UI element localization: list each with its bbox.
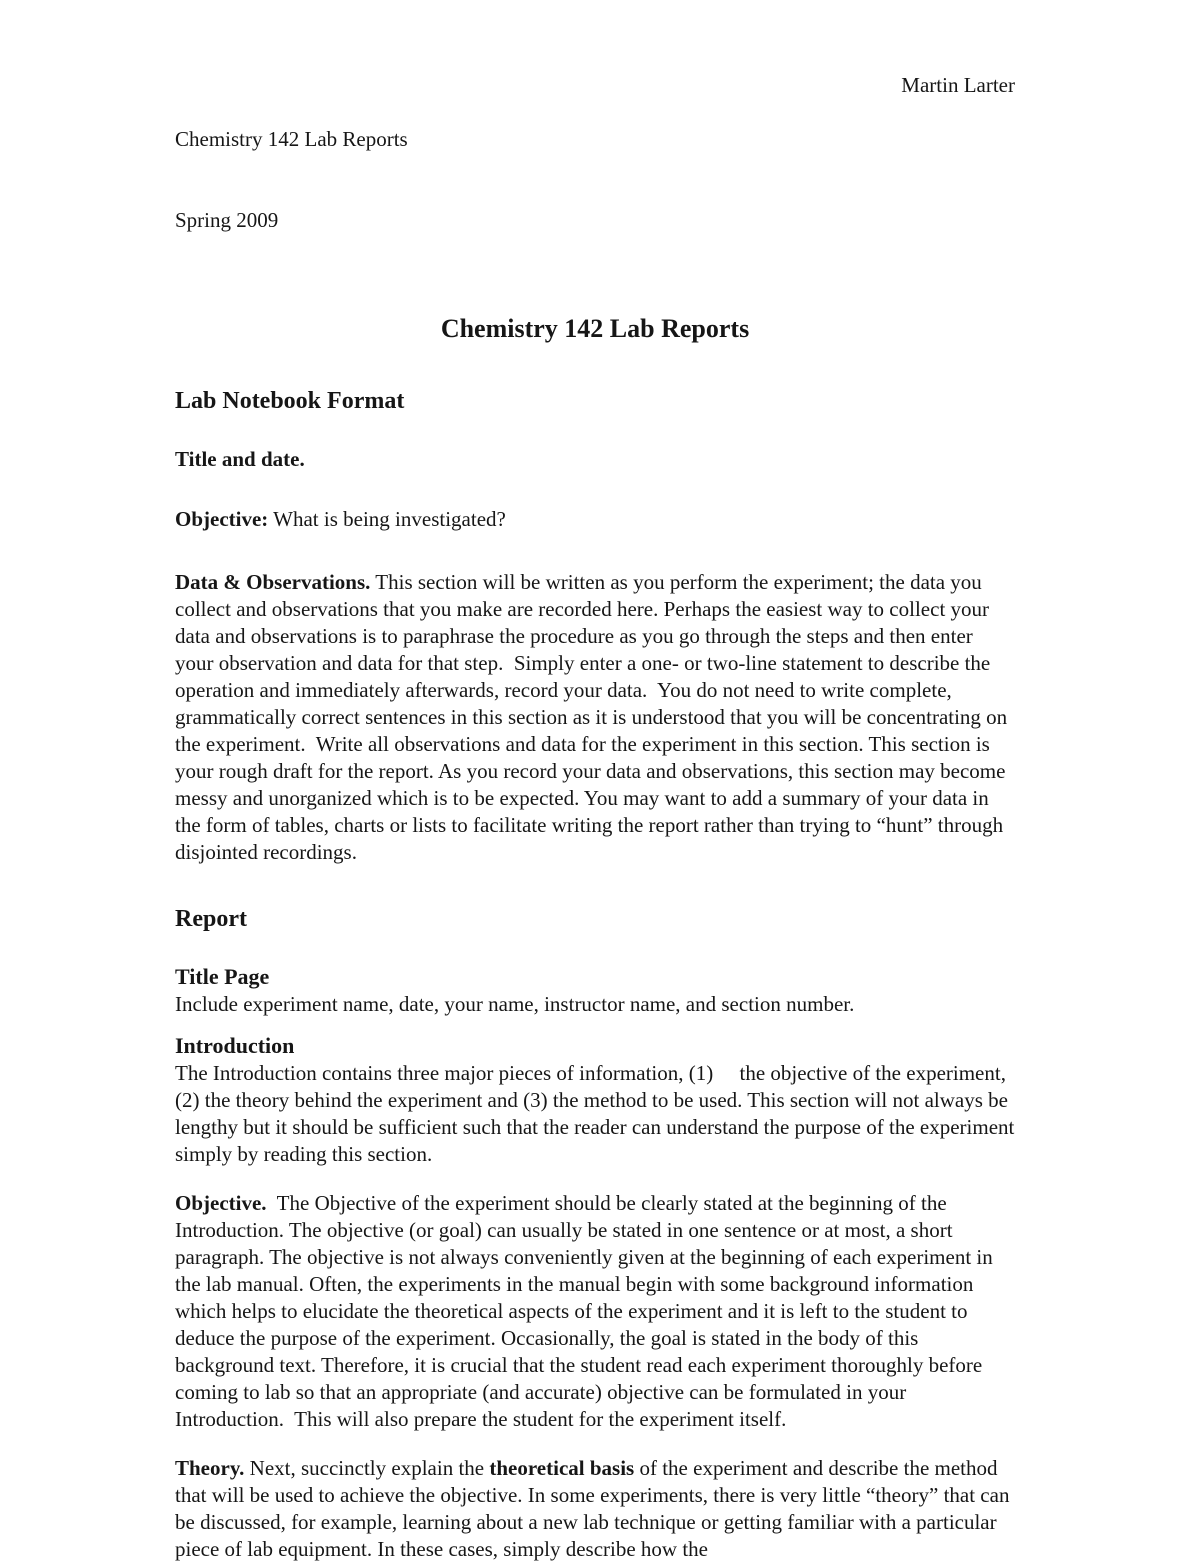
header-course: Chemistry 142 Lab Reports [175,127,408,151]
theory-text-after: of the experiment and describe the method that will be used to achieve the objective. In some experiments, there is very little “theory” that can be discussed, for example, learning about a new lab technique or getting familiar with a particular piece of lab equipment. In these cases, simply describe how the [175,1456,1015,1561]
introduction-paragraph: The Introduction contains three major pieces of information, (1) the objective of the experiment, (2) the theory behind the experiment and (3) the method to be used. This section will not always be lengthy but it should be sufficient such that the reader can understand the purpose of the experiment simply by reading this section. [175,1061,1020,1166]
document-page [175,72,1020,1563]
data-observations-text: This section will be written as you perform the experiment; the data you collect and observations that you make are recorded here. Perhaps the easiest way to collect your data and observations is to paraphrase the procedure as you go through the steps and then enter your observation and data for that step. Simply enter a one- or two-line statement to describe the operation and immediately afterwards, record your data. You do not need to write complete, grammatically correct sentences in this section as it is understood that you will be concentrating on the experiment. Write all observations and data for the experiment in this section. This section is your rough draft for the report. As you record your data and observations, this section may become messy and unorganized which is to be expected. You may want to add a summary of your data in the form of tables, charts or lists to facilitate writing the report rather than trying to “hunt” through disjointed recordings. [175,570,1013,864]
theory-bold-inline: theoretical basis [489,1456,635,1480]
data-observations-lead: Data & Observations. [175,570,371,594]
objective-paragraph-lead: Objective. [175,1191,267,1215]
theory-text-before: Next, succinctly explain the [244,1456,490,1480]
theory-paragraph-lead: Theory. [175,1456,245,1480]
theory-paragraph [175,1455,1015,1563]
data-observations-paragraph [175,569,1015,866]
objective-paragraph [175,1190,1015,1433]
title-page-text: Include experiment name, date, your name, instructor name, and section number. [175,992,855,1016]
heading-title-and-date: Title and date. [175,447,305,471]
page-header [175,72,1015,288]
heading-report: Report [175,906,247,932]
objective-line-lead: Objective: [175,507,269,531]
heading-title-page: Title Page [175,964,270,989]
document-title: Chemistry 142 Lab Reports [440,314,750,343]
heading-introduction: Introduction [175,1033,295,1058]
objective-line [175,506,1015,533]
header-term: Spring 2009 [175,208,279,232]
objective-paragraph-text: The Objective of the experiment should be clearly stated at the beginning of the Introduction. The objective (or goal) can usually be stated in one sentence or at most, a short paragraph. The objective is not always conveniently given at the beginning of each experiment in the lab manual. Often, the experiments in the manual begin with some background information which helps to elucidate the theoretical aspects of the experiment and it is left to the student to deduce the purpose of the experiment. Occasionally, the goal is stated in the body of this background text. Therefore, it is crucial that the student read each experiment thoroughly before coming to lab so that an appropriate (and accurate) objective can be formulated in your Introduction. This will also prepare the student for the experiment itself. [175,1191,999,1431]
header-author: Martin Larter [901,73,1015,97]
heading-lab-notebook-format: Lab Notebook Format [175,388,405,414]
objective-line-text: What is being investigated? [268,507,506,531]
header-left-block [175,72,408,288]
